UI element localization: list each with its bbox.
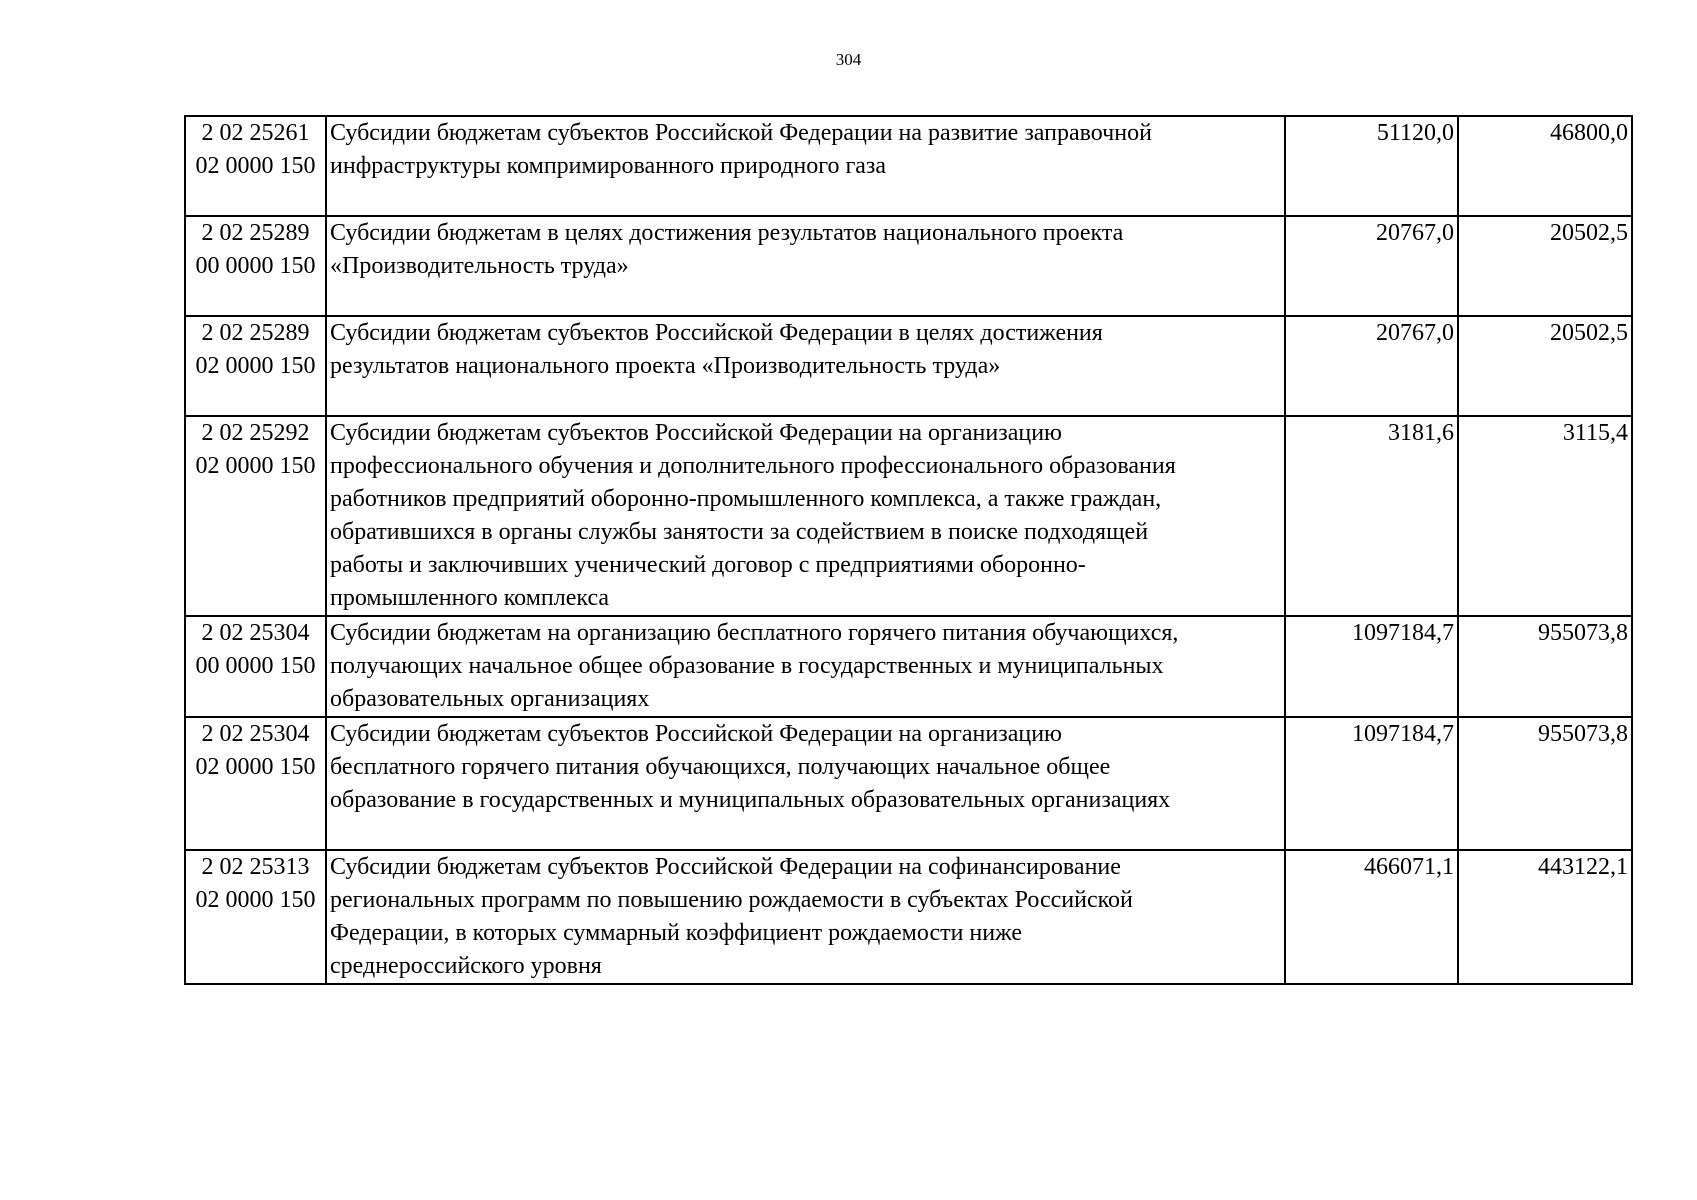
description-line: Субсидии бюджетам субъектов Российской Федерации на развитие заправочной	[330, 120, 1152, 146]
amount-cell-1: 1097184,7	[1285, 616, 1458, 717]
budget-code-line: 2 02 25289	[201, 320, 310, 346]
description-cell	[326, 216, 1285, 316]
description-cell	[326, 116, 1285, 216]
amount-cell-2: 955073,8	[1458, 717, 1632, 850]
budget-code-line: 2 02 25304	[201, 721, 310, 747]
description-cell	[326, 416, 1285, 616]
budget-code-line: 2 02 25292	[201, 420, 310, 446]
amount-cell-1: 1097184,7	[1285, 717, 1458, 850]
description-line: среднероссийского уровня	[330, 953, 602, 979]
description-line: Субсидии бюджетам субъектов Российской Федерации на организацию	[330, 420, 1062, 446]
amount-cell-1: 51120,0	[1285, 116, 1458, 216]
description-cell	[326, 717, 1285, 850]
budget-code-cell	[185, 850, 326, 984]
table-row	[185, 717, 1632, 850]
amount-cell-2: 955073,8	[1458, 616, 1632, 717]
budget-code-cell	[185, 717, 326, 850]
description-cell	[326, 616, 1285, 717]
budget-code-line: 2 02 25313	[201, 854, 310, 880]
amount-cell-1: 20767,0	[1285, 216, 1458, 316]
amount-cell-2: 20502,5	[1458, 216, 1632, 316]
budget-code-line: 2 02 25261	[201, 120, 310, 146]
amount-cell-2: 46800,0	[1458, 116, 1632, 216]
description-line: получающих начальное общее образование в государственных и муниципальных	[330, 653, 1164, 679]
amount-cell-2: 443122,1	[1458, 850, 1632, 984]
description-cell	[326, 316, 1285, 416]
description-line: Субсидии бюджетам субъектов Российской Федерации на софинансирование	[330, 854, 1121, 880]
description-line: «Производительность труда»	[330, 253, 629, 279]
table-row	[185, 116, 1632, 216]
description-line: работы и заключивших ученический договор с предприятиями оборонно-	[330, 552, 1086, 578]
description-line: инфраструктуры компримированного природного газа	[330, 153, 887, 179]
description-line: Субсидии бюджетам на организацию бесплатного горячего питания обучающихся,	[330, 620, 1179, 646]
amount-cell-1: 20767,0	[1285, 316, 1458, 416]
description-line: промышленного комплекса	[330, 585, 610, 611]
budget-table	[184, 115, 1633, 985]
budget-code-cell	[185, 316, 326, 416]
table-row	[185, 850, 1632, 984]
budget-code-line: 02 0000 150	[195, 887, 316, 913]
budget-code-line: 02 0000 150	[195, 453, 316, 479]
description-line: работников предприятий оборонно-промышленного комплекса, а также граждан,	[330, 486, 1162, 512]
budget-code-line: 02 0000 150	[195, 353, 316, 379]
budget-code-cell	[185, 216, 326, 316]
budget-code-line: 2 02 25304	[201, 620, 310, 646]
description-line: бесплатного горячего питания обучающихся, получающих начальное общее	[330, 754, 1111, 780]
table-row	[185, 216, 1632, 316]
description-line: региональных программ по повышению рождаемости в субъектах Российской	[330, 887, 1133, 913]
budget-code-cell	[185, 416, 326, 616]
budget-code-line: 2 02 25289	[201, 220, 310, 246]
budget-code-line: 02 0000 150	[195, 754, 316, 780]
budget-code-line: 00 0000 150	[195, 253, 316, 279]
description-line: образовательных организациях	[330, 686, 650, 712]
description-line: Субсидии бюджетам субъектов Российской Федерации в целях достижения	[330, 320, 1103, 346]
budget-code-cell	[185, 616, 326, 717]
description-line: Субсидии бюджетам субъектов Российской Федерации на организацию	[330, 721, 1062, 747]
description-line: профессионального обучения и дополнительного профессионального образования	[330, 453, 1176, 479]
table-row	[185, 616, 1632, 717]
description-line: обратившихся в органы службы занятости за содействием в поиске подходящей	[330, 519, 1149, 545]
amount-cell-2: 20502,5	[1458, 316, 1632, 416]
amount-cell-1: 3181,6	[1285, 416, 1458, 616]
description-line: Субсидии бюджетам в целях достижения результатов национального проекта	[330, 220, 1124, 246]
budget-table-body	[185, 116, 1632, 984]
description-line: результатов национального проекта «Производительность труда»	[330, 353, 1001, 379]
amount-cell-2: 3115,4	[1458, 416, 1632, 616]
table-row	[185, 316, 1632, 416]
table-row	[185, 416, 1632, 616]
description-cell	[326, 850, 1285, 984]
budget-code-cell	[185, 116, 326, 216]
budget-code-line: 00 0000 150	[195, 653, 316, 679]
description-line: образование в государственных и муниципальных образовательных организациях	[330, 787, 1171, 813]
amount-cell-1: 466071,1	[1285, 850, 1458, 984]
budget-code-line: 02 0000 150	[195, 153, 316, 179]
page-number: 304	[835, 50, 862, 69]
description-line: Федерации, в которых суммарный коэффициент рождаемости ниже	[330, 920, 1023, 946]
